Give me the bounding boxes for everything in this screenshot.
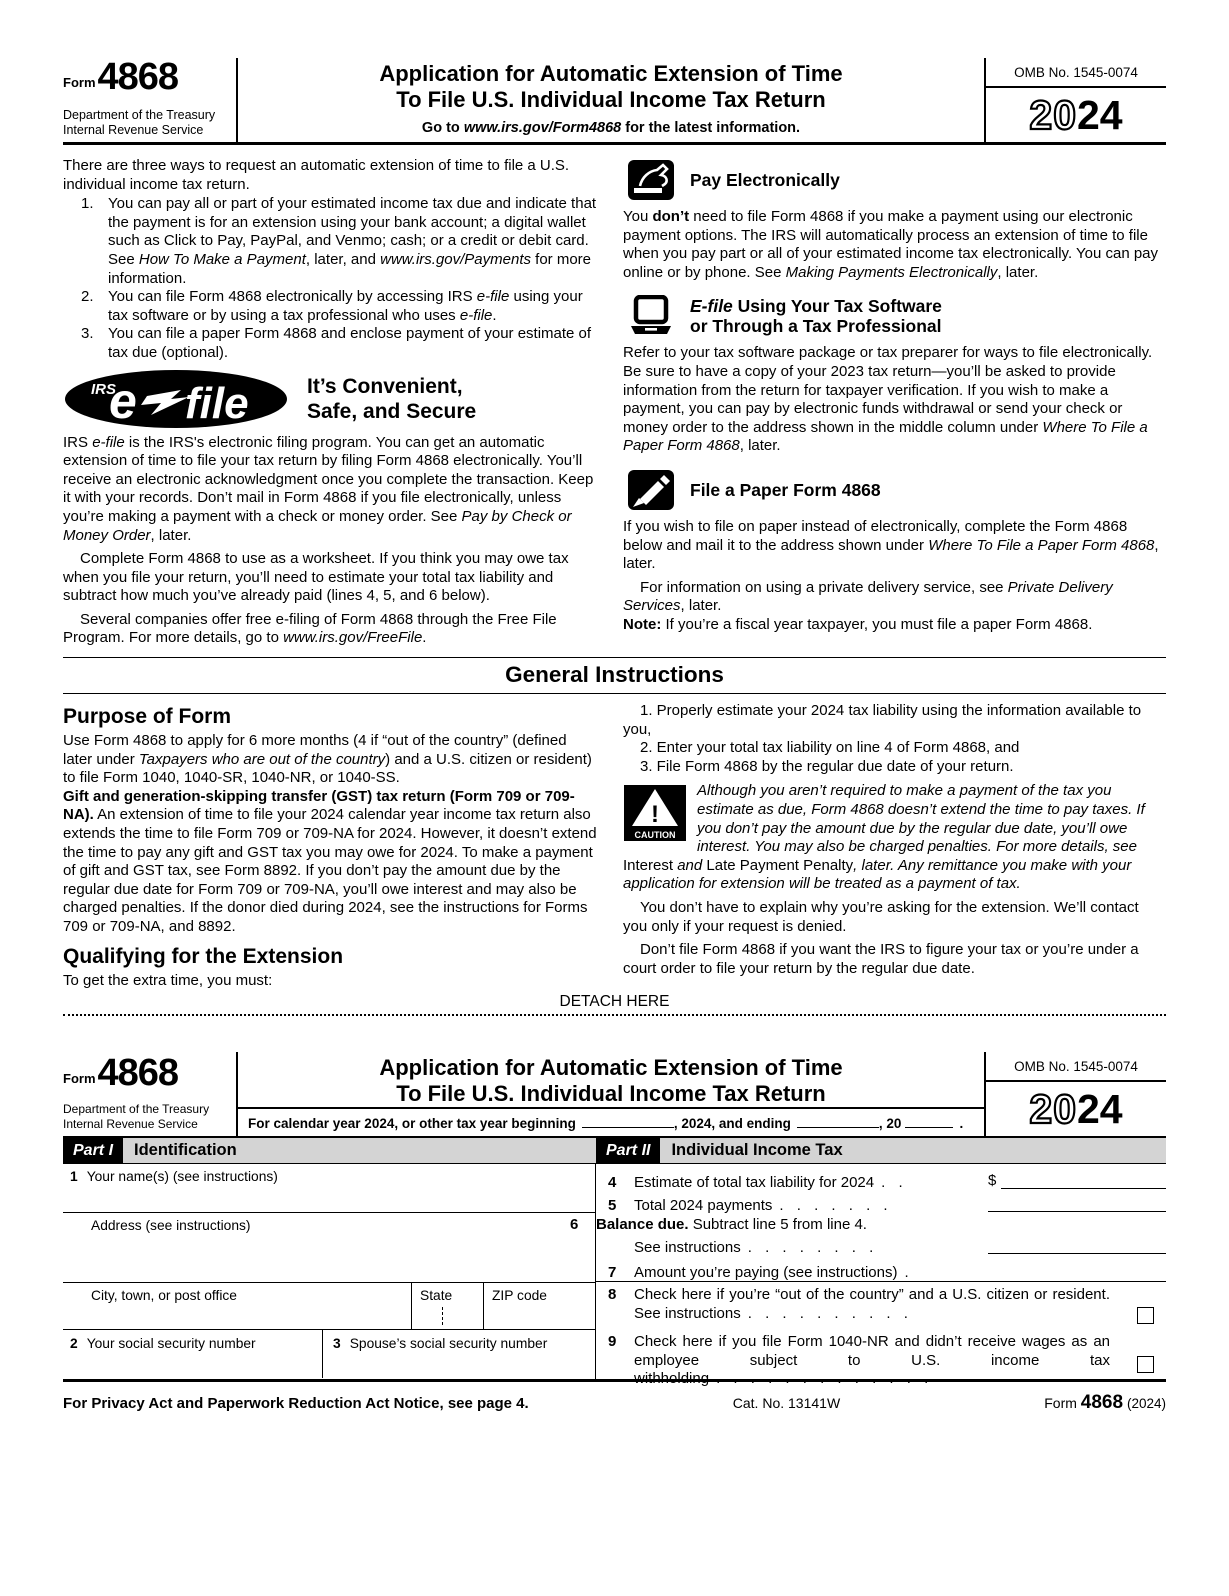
spouse-ssn-field[interactable]: [322, 1330, 595, 1378]
line-7-number: 7: [608, 1264, 617, 1282]
caution-icon: [623, 784, 687, 842]
tax-year-outline: 20: [1029, 1086, 1077, 1133]
gi-paragraph-2: You don’t have to explain why you’re asking for the extension. We’ll contact you only if your request is denied.: [623, 899, 1139, 935]
form-title-block: [238, 58, 984, 142]
omb-block-2: [984, 1052, 1166, 1136]
purpose-paragraph-1: Use Form 4868 to apply for 6 more months (4 if “out of the country” (defined later under Taxpayers who are out of the country) and a U.S. citizen or resident) to file Form 1040, 1040-SR, 1040-NR, or 1040-SS.: [63, 732, 592, 787]
line-5-row: [596, 1191, 1166, 1214]
part-2-bar: [596, 1138, 1166, 1163]
gi-step-3: 3. File Form 4868 by the regular due date of your return.: [640, 757, 1014, 775]
line-8-checkbox[interactable]: [1137, 1307, 1154, 1324]
tax-year: [986, 1082, 1166, 1131]
line-4-amount-field[interactable]: [1001, 1172, 1166, 1189]
general-instructions-title: General Instructions: [505, 662, 724, 688]
line-3-number: 3: [333, 1336, 341, 1352]
list-item: 2. You can file Form 4868 electronically by accessing IRS e-file using your tax software or by using a tax professional who uses e-file.: [81, 288, 583, 324]
list-number: 2.: [81, 288, 94, 306]
part-2-label: Part II: [596, 1138, 660, 1163]
form-title-line-1: Application for Automatic Extension of Time: [379, 61, 843, 86]
line-7-row: [596, 1256, 1166, 1282]
paper-form-text-2: For information on using a private delivery service, see Private Delivery Services, later.: [623, 578, 1113, 615]
efile-tagline: It’s Convenient, Safe, and Secure: [307, 374, 477, 423]
detach-dashed-line: [63, 1014, 1166, 1016]
line-4-row: [596, 1164, 1166, 1191]
detachable-form-header: [63, 1052, 1166, 1138]
efile-software-heading: E-file Using Your Tax Software or Through a Tax Professional: [690, 295, 942, 337]
line-2-number: 2: [70, 1336, 78, 1352]
part-1-bar: [63, 1138, 596, 1163]
address-field[interactable]: [63, 1213, 595, 1283]
form-title: [250, 1055, 972, 1107]
line-6-number: 6: [570, 1216, 579, 1234]
gi-paragraph-3: Don’t file Form 4868 if you want the IRS to figure your tax or you’re under a court order to file your return by the regular due date.: [623, 941, 1139, 977]
form-number-block-2: [63, 1052, 238, 1136]
line-7-dots: .: [904, 1264, 909, 1282]
part-header-bars: [63, 1138, 1166, 1164]
form-title-line-2: To File U.S. Individual Income Tax Return: [396, 1081, 826, 1107]
paper-form-note: Note: If you’re a fiscal year taxpayer, you must file a paper Form 4868.: [623, 615, 1093, 633]
line-6-row: [570, 1214, 1166, 1257]
line-9-checkbox[interactable]: [1137, 1356, 1154, 1373]
income-tax-lines: [570, 1164, 1166, 1388]
efile-logo-e-text: e: [109, 372, 137, 429]
list-item: 1. You can pay all or part of your estimated income tax due and indicate that the payment is for an extension using your bank account; a digital wallet such as Click to Pay, PayPal, and Venmo; cash; or a credit or debit card. See How To Make a Payment, later, and www.irs.gov/Payments for more information.: [81, 195, 597, 287]
zip-field-label: ZIP code: [492, 1288, 547, 1304]
line-6-label-2: See instructions: [634, 1239, 741, 1257]
general-instructions-body: [63, 702, 1166, 990]
line-5-label: Total 2024 payments: [634, 1197, 773, 1215]
line-5-dots: . . . . . . .: [779, 1197, 888, 1215]
part-1-title: Identification: [134, 1141, 237, 1160]
paper-form-heading: File a Paper Form 4868: [690, 479, 881, 500]
hand-payment-icon: [627, 159, 675, 201]
form-footer: [63, 1382, 1166, 1414]
agency-name: [63, 108, 228, 138]
efile-paragraph-1: IRS e-file is the IRS's electronic filing program. You can get an automatic extension of time to file your tax return by filing Form 4868 electronically. You’ll receive an electronic acknowledgment once you complete the transaction. Keep it with your records. Don’t mail in Form 4868 if you file electronically, unless you’re making a payment with a check or money order. See Pay by Check or Money Order, later.: [63, 433, 594, 544]
city-field-label: City, town, or post office: [91, 1288, 237, 1304]
tax-year-bold: 24: [1077, 92, 1123, 138]
qualifying-text: To get the extra time, you must:: [63, 971, 273, 989]
identification-fields: [63, 1164, 596, 1379]
catalog-number: Cat. No. 13141W: [732, 1395, 841, 1412]
detach-here-label: DETACH HERE: [559, 993, 670, 1011]
tax-year: [986, 88, 1166, 137]
form-number: 4868: [97, 1052, 179, 1095]
part-2-title: Individual Income Tax: [671, 1141, 843, 1160]
name-field-label: Your name(s) (see instructions): [86, 1169, 278, 1185]
purpose-paragraph-2: Gift and generation-skipping transfer (GST) tax return (Form 709 or 709-NA). An extension of time to file your 2024 calendar year income tax return also extends the time to file Form 709 or 709-NA for 2024. However, it doesn’t extend the time to pay any gift and GST tax you may owe for 2024. To make a payment of gift and GST tax, see Form 8892. If you don’t pay the amount due by the regular due date for Form 709 or 709-NA, you’ll owe interest and may also be charged penalties. If the donor died during 2024, see the instructions for Forms 709 or 709-NA, and 8892.: [63, 787, 597, 935]
state-dashed-divider: [442, 1307, 443, 1325]
caution-label: CAUTION: [634, 830, 676, 841]
name-field[interactable]: [63, 1164, 595, 1213]
dollar-sign: $: [988, 1172, 997, 1190]
tax-year-ending-blank[interactable]: [797, 1115, 879, 1128]
agency-line-1: Department of the Treasury: [63, 108, 216, 122]
zip-field[interactable]: [483, 1283, 595, 1329]
line-8-label: Check here if you’re “out of the country” and a U.S. citizen or resident. See instructions: [634, 1286, 1110, 1322]
intro-lead: There are three ways to request an automatic extension of time to file a U.S. individual income tax return.: [63, 157, 570, 193]
purpose-heading: Purpose of Form: [63, 705, 232, 729]
top-instructions: [63, 157, 1166, 648]
calendar-year-line: For calendar year 2024, or other tax year beginning , 2024, and ending , 20 .: [238, 1107, 984, 1136]
gi-step-2: 2. Enter your total tax liability on line 4 of Form 4868, and: [640, 739, 1020, 757]
efile-software-text: Refer to your tax software package or tax preparer for ways to file electronically. Be sure to have a copy of your 2023 tax return—you’ll be asked to provide information from the return for taxpayer verification. If you wish to make a payment, you can pay by electronic funds withdrawal or send your check or money order to the address shown in the middle column under Where To File a Paper Form 4868, later.: [623, 344, 1153, 455]
pencil-icon: [627, 469, 675, 511]
line-9-dots: . . . . . . . . . . . . .: [716, 1370, 929, 1388]
gi-right-column: [623, 702, 1166, 990]
gi-step-1: 1. Properly estimate your 2024 tax liability using the information available to you,: [623, 702, 1142, 738]
agency-line-2: Internal Revenue Service: [63, 123, 204, 137]
omb-block: [984, 58, 1166, 142]
line-4-label: Estimate of total tax liability for 2024: [634, 1174, 875, 1192]
form-number: 4868: [97, 56, 179, 98]
form-header: [63, 58, 1166, 145]
irs-efile-logo-icon: [63, 368, 291, 430]
form-title-line-2: To File U.S. Individual Income Tax Return: [396, 87, 826, 112]
line-5-amount-field[interactable]: [988, 1195, 1166, 1212]
form-title-block-2: [238, 1052, 984, 1136]
line-4-dots: . .: [881, 1174, 903, 1192]
efile-logo-row: [63, 368, 599, 430]
form-title: [250, 61, 972, 113]
line-9-row: [596, 1329, 1166, 1388]
line-6-amount-field[interactable]: [988, 1237, 1166, 1254]
gi-left-column: [63, 702, 599, 990]
tax-year-bold: 24: [1077, 1086, 1123, 1133]
caution-text: Although you aren’t required to make a payment of the tax you estimate as due, Form 4868 doesn’t extend the time to pay taxes. If you don’t pay the amount due by the regular due date, you’ll owe interest. You may also be charged penalties. For more details, see Interest and Late Payment Penalty, later. Any remittance you make with your application for extension will be treated as a payment of tax.: [623, 782, 1145, 893]
ssn-field-label: Your social security number: [86, 1336, 256, 1352]
agency-name: [63, 1102, 228, 1131]
pay-electronically-heading: Pay Electronically: [690, 169, 840, 190]
part-1-label: Part I: [63, 1138, 123, 1163]
left-instruction-column: [63, 157, 599, 648]
tax-year-beginning-blank[interactable]: [582, 1115, 674, 1128]
line-4-number: 4: [608, 1174, 617, 1192]
form-word: Form: [63, 75, 96, 90]
ssn-field[interactable]: [63, 1330, 322, 1378]
general-instructions-header: [63, 657, 1166, 694]
form-title-line-1: Application for Automatic Extension of Time: [379, 1055, 843, 1081]
address-field-label: Address (see instructions): [91, 1218, 251, 1234]
agency-line-2: Internal Revenue Service: [63, 1116, 198, 1131]
efile-paragraph-2: Complete Form 4868 to use as a worksheet. If you think you may owe tax when you file your return, you’ll need to estimate your total tax liability and subtract how much you’ve already paid (lines 4, 5, and 6 below).: [63, 550, 569, 605]
qualifying-heading: Qualifying for the Extension: [63, 944, 344, 968]
tax-year-outline: 20: [1029, 92, 1077, 138]
line-9-label: Check here if you file Form 1040-NR and didn’t receive wages as an employee subject to U.S. income tax withholding: [634, 1333, 1110, 1388]
form-word: Form: [63, 1071, 96, 1087]
state-field-label: State: [420, 1288, 453, 1304]
laptop-icon: [627, 295, 675, 337]
list-number: 1.: [81, 195, 94, 213]
right-instruction-column: [623, 157, 1166, 648]
line-9-number: 9: [608, 1333, 617, 1351]
list-number: 3.: [81, 325, 94, 343]
omb-number: OMB No. 1545-0074: [986, 58, 1166, 88]
city-field[interactable]: [63, 1283, 411, 1329]
goto-line: Go to www.irs.gov/Form4868 for the latest information.: [421, 120, 801, 136]
pay-electronically-section: [623, 159, 1166, 282]
line-8-row: [596, 1282, 1166, 1329]
paper-form-text-1: If you wish to file on paper instead of electronically, complete the Form 4868 below and mail it to the address shown under Where To File a Paper Form 4868, later.: [623, 517, 1159, 573]
state-field[interactable]: [411, 1283, 483, 1329]
form-number-block: [63, 58, 238, 142]
line-8-dots: . . . . . . . . . .: [747, 1304, 908, 1322]
privacy-act-notice: For Privacy Act and Paperwork Reduction Act Notice, see page 4.: [63, 1395, 529, 1413]
three-ways-list: [63, 195, 599, 362]
line-7-label: Amount you’re paying (see instructions): [634, 1264, 898, 1282]
line-1-number: 1: [70, 1169, 78, 1185]
efile-logo-irs-text: IRS: [91, 380, 117, 398]
caution-block: [623, 782, 1166, 894]
tax-year-suffix-blank[interactable]: [905, 1115, 953, 1128]
line-8-number: 8: [608, 1286, 617, 1304]
omb-number: OMB No. 1545-0074: [986, 1052, 1166, 1082]
caution-exclamation: !: [651, 801, 659, 829]
spouse-ssn-field-label: Spouse’s social security number: [349, 1336, 548, 1352]
efile-paragraph-3: Several companies offer free e-filing of Form 4868 through the Free File Program. For more details, go to www.irs.gov/FreeFile.: [63, 610, 557, 647]
form-fields-area: [63, 1164, 1166, 1388]
footer-form-id: Form 4868 (2024): [1044, 1392, 1166, 1414]
line-6-label: Balance due. Subtract line 5 from line 4.: [596, 1216, 867, 1234]
efile-logo-file-text: file: [185, 378, 249, 428]
pay-electronically-text: You don’t need to file Form 4868 if you make a payment using our electronic payment options. The IRS will automatically process an extension of time to file when you pay part or all of your estimated income tax electronically. You can pay online or by phone. See Making Payments Electronically, later.: [623, 208, 1159, 281]
list-item: 3. You can file a paper Form 4868 and enclose payment of your estimate of tax due (optional).: [81, 325, 592, 361]
efile-software-section: [623, 295, 1166, 456]
paper-form-section: [623, 469, 1166, 635]
agency-line-1: Department of the Treasury: [63, 1102, 210, 1117]
line-5-number: 5: [608, 1197, 617, 1215]
line-6-dots: . . . . . . . .: [747, 1239, 874, 1257]
